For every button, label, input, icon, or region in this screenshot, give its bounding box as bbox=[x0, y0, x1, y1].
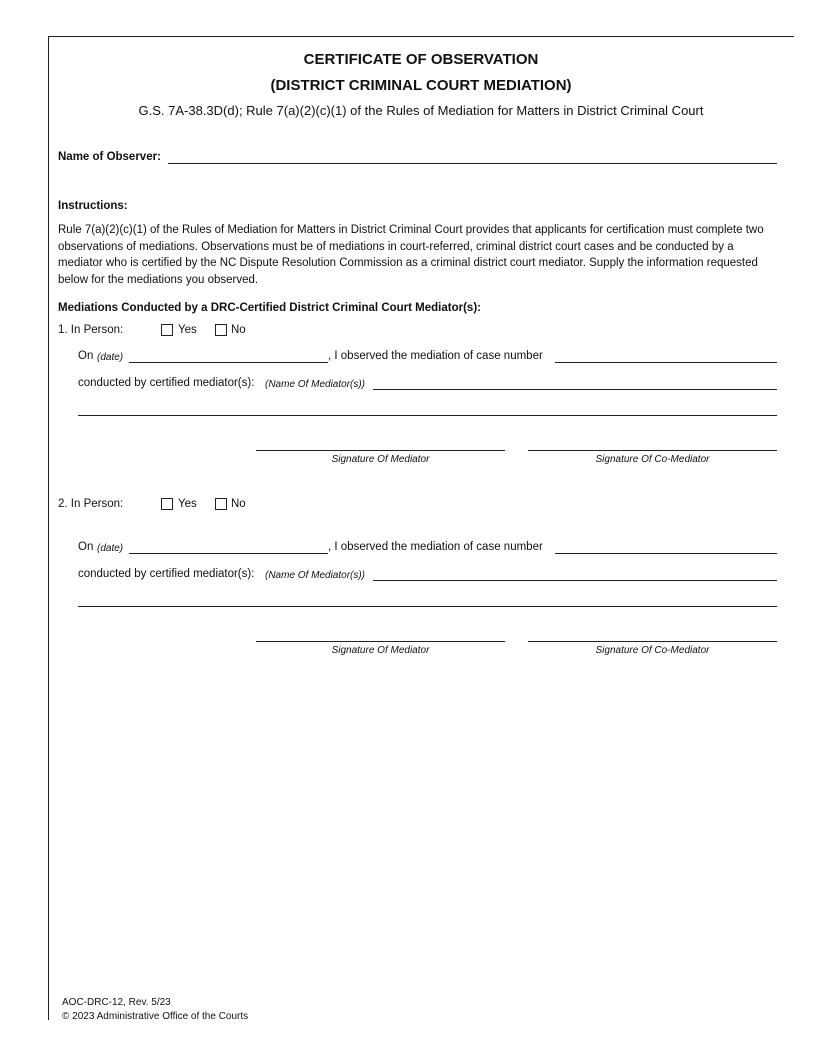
in-person-no-checkbox[interactable] bbox=[215, 498, 227, 510]
frame-top-border bbox=[48, 36, 794, 37]
frame-left-border bbox=[48, 36, 49, 1020]
form-title: CERTIFICATE OF OBSERVATION bbox=[303, 51, 539, 68]
observer-name-label: Name of Observer: bbox=[58, 151, 161, 163]
signature-mediator-field[interactable] bbox=[256, 641, 505, 642]
instructions-heading: Instructions: bbox=[58, 200, 128, 212]
signature-comediator-field[interactable] bbox=[528, 450, 777, 451]
mediator-name-hint: (Name Of Mediator(s)) bbox=[265, 379, 366, 390]
date-field[interactable] bbox=[129, 553, 328, 554]
copyright: © 2023 Administrative Office of the Courts bbox=[62, 1011, 249, 1022]
mediator-name-hint: (Name Of Mediator(s)) bbox=[265, 570, 366, 581]
signature-mediator-field[interactable] bbox=[256, 450, 505, 451]
form-id: AOC-DRC-12, Rev. 5/23 bbox=[62, 997, 171, 1008]
on-label: On bbox=[78, 350, 94, 362]
case-number-field[interactable] bbox=[555, 553, 777, 554]
conducted-by-label: conducted by certified mediator(s): bbox=[78, 377, 255, 389]
signature-mediator-label: Signature Of Mediator bbox=[331, 645, 430, 656]
date-hint: (date) bbox=[97, 352, 124, 363]
observer-name-field[interactable] bbox=[168, 163, 777, 164]
mediator-name-field[interactable] bbox=[373, 580, 777, 581]
no-label: No bbox=[231, 498, 246, 510]
in-person-label: 2. In Person: bbox=[58, 498, 124, 510]
in-person-label: 1. In Person: bbox=[58, 324, 124, 336]
yes-label: Yes bbox=[178, 498, 197, 510]
date-hint: (date) bbox=[97, 543, 124, 554]
signature-comediator-field[interactable] bbox=[528, 641, 777, 642]
in-person-no-checkbox[interactable] bbox=[215, 324, 227, 336]
mediator-name-field[interactable] bbox=[373, 389, 777, 390]
in-person-yes-checkbox[interactable] bbox=[161, 498, 173, 510]
signature-mediator-label: Signature Of Mediator bbox=[331, 454, 430, 465]
conducted-by-label: conducted by certified mediator(s): bbox=[78, 568, 255, 580]
mediator-name-field-line2[interactable] bbox=[78, 415, 777, 416]
in-person-yes-checkbox[interactable] bbox=[161, 324, 173, 336]
instructions-body: Rule 7(a)(2)(c)(1) of the Rules of Mediation for Matters in District Criminal Court provides that applicants for certification must complete two observations of mediations. Observations must be of mediations in court-referred, criminal district court cases and be conducted by a mediator who is certified by the NC Dispute Resolution Commission as a criminal district court mediator. Supply the information requested below for the mediations you observed. bbox=[58, 224, 764, 286]
observed-text: , I observed the mediation of case number bbox=[328, 541, 543, 553]
on-label: On bbox=[78, 541, 94, 553]
no-label: No bbox=[231, 324, 246, 336]
yes-label: Yes bbox=[178, 324, 197, 336]
section-heading: Mediations Conducted by a DRC-Certified District Criminal Court Mediator(s): bbox=[58, 302, 481, 314]
mediator-name-field-line2[interactable] bbox=[78, 606, 777, 607]
case-number-field[interactable] bbox=[555, 362, 777, 363]
form-subtitle: (DISTRICT CRIMINAL COURT MEDIATION) bbox=[270, 77, 572, 94]
signature-comediator-label: Signature Of Co-Mediator bbox=[595, 454, 710, 465]
date-field[interactable] bbox=[129, 362, 328, 363]
signature-comediator-label: Signature Of Co-Mediator bbox=[595, 645, 710, 656]
observed-text: , I observed the mediation of case number bbox=[328, 350, 543, 362]
statute-reference: G.S. 7A-38.3D(d); Rule 7(a)(2)(c)(1) of the Rules of Mediation for Matters in District Criminal Court bbox=[138, 103, 704, 118]
